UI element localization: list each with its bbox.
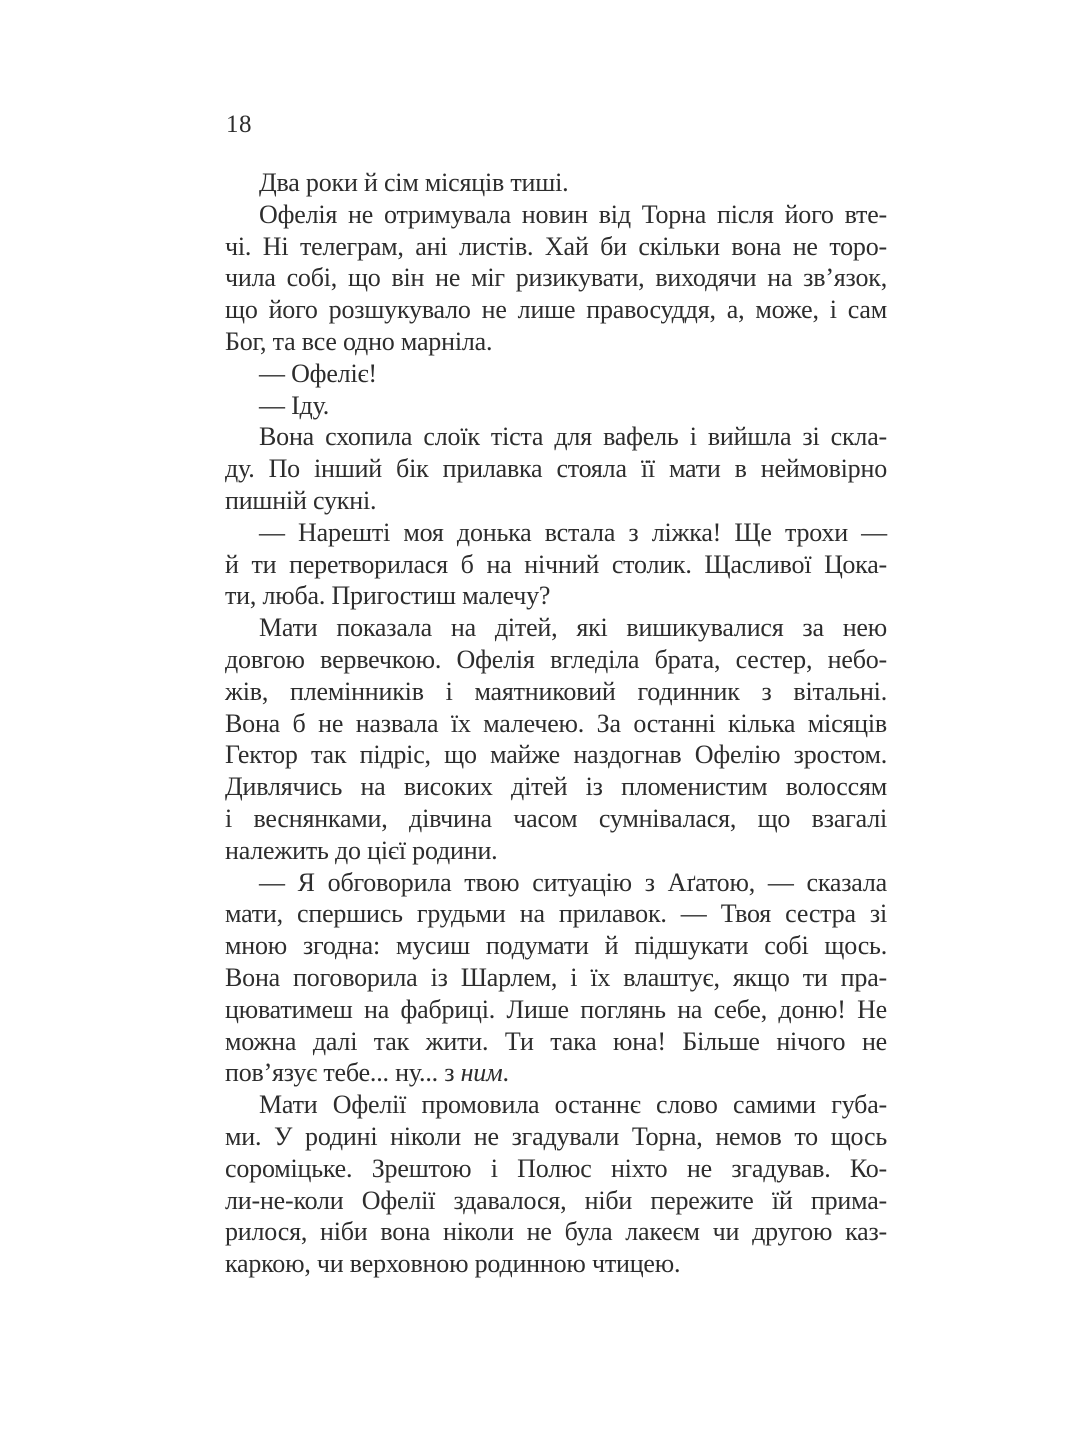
- text-line: Мати Офелії промовила останнє слово самими губа-: [259, 1090, 887, 1120]
- text-line: жів, племінників і маятниковий годинник з вітальні.: [225, 676, 887, 706]
- text-line: можна далі так жити. Ти така юна! Більше нічого не: [225, 1026, 887, 1056]
- text-line: ми. У родині ніколи не згадували Торна, немов то щось: [225, 1121, 887, 1151]
- text-line: ли-не-коли Офелії здавалося, ніби пережите їй прима-: [225, 1185, 887, 1215]
- paragraph: [225, 167, 887, 199]
- text-line: Офелія не отримувала новин від Торна після його вте-: [259, 199, 887, 229]
- text-line: й ти перетворилася б на нічний столик. Щасливої Цока-: [225, 549, 887, 579]
- text-line: Два роки й сім місяців тиші.: [259, 168, 569, 197]
- paragraph: [225, 421, 887, 516]
- text-line: сороміцьке. Зрештою і Полюс ніхто не згадував. Ко-: [225, 1153, 887, 1183]
- text-line: — Нарешті моя донька встала з ліжка! Ще трохи —: [259, 517, 887, 547]
- text-line: належить до цієї родини.: [225, 835, 498, 865]
- text-line: Гектор так підріс, що майже наздогнав Офелію зростом.: [225, 740, 887, 770]
- text-line: чі. Ні телеграм, ані листів. Хай би скільки вона не торо-: [225, 231, 887, 261]
- text-line: пов’язує тебе... ну... з ним.: [225, 1058, 509, 1088]
- paragraph: [225, 199, 887, 358]
- text-line: і веснянками, дівчина часом сумнівалася, що взагалі: [225, 803, 887, 833]
- page-text: [225, 167, 887, 1280]
- text-line: чила собі, що він не міг ризикувати, виходячи на зв’язок,: [225, 263, 887, 293]
- paragraph: [225, 1089, 887, 1280]
- text-line: Мати показала на дітей, які вишикувалися за нею: [259, 613, 887, 643]
- text-line: що його розшукувало не лише правосуддя, а, може, і сам: [225, 295, 887, 325]
- text-line: мною згодна: мусиш подумати й підшукати собі щось.: [225, 931, 887, 961]
- text-line: Бог, та все одно марніла.: [225, 326, 493, 356]
- text-line: — Офеліє!: [259, 358, 377, 388]
- text-line: ти, люба. Пригостиш малечу?: [225, 581, 551, 611]
- text-line: цюватимеш на фабриці. Лише поглянь на себе, доню! Не: [225, 994, 887, 1024]
- text-line: каркою, чи верховною родинною чтицею.: [225, 1249, 681, 1279]
- text-line: Дивлячись на високих дітей із пломенистим волоссям: [225, 772, 887, 802]
- paragraph: [225, 517, 887, 612]
- paragraph: [225, 867, 887, 1090]
- text-line: рилося, ніби вона ніколи не була лакеєм чи другою каз-: [225, 1217, 887, 1247]
- paragraph: [225, 358, 887, 390]
- text-line: довгою вервечкою. Офелія вгледіла брата, сестер, небо-: [225, 644, 887, 674]
- text-line: Вона схопила слоїк тіста для вафель і вийшла зі скла-: [259, 422, 887, 452]
- text-line: — Іду.: [259, 390, 330, 420]
- page-number: 18: [226, 111, 252, 138]
- text-line: ду. По інший бік прилавка стояла її мати в неймовірно: [225, 454, 887, 484]
- text-line: — Я обговорила твою ситуацію з Аґатою, — сказала: [259, 867, 887, 897]
- text-line: Вона б не назвала їх малечею. За останні кілька місяців: [225, 708, 887, 738]
- paragraph: [225, 390, 887, 422]
- text-line: мати, спершись грудьми на прилавок. — Твоя сестра зі: [225, 899, 887, 929]
- text-line: пишній сукні.: [225, 485, 377, 515]
- text-line: Вона поговорила із Шарлем, і їх влаштує, якщо ти пра-: [225, 962, 887, 992]
- paragraph: [225, 612, 887, 866]
